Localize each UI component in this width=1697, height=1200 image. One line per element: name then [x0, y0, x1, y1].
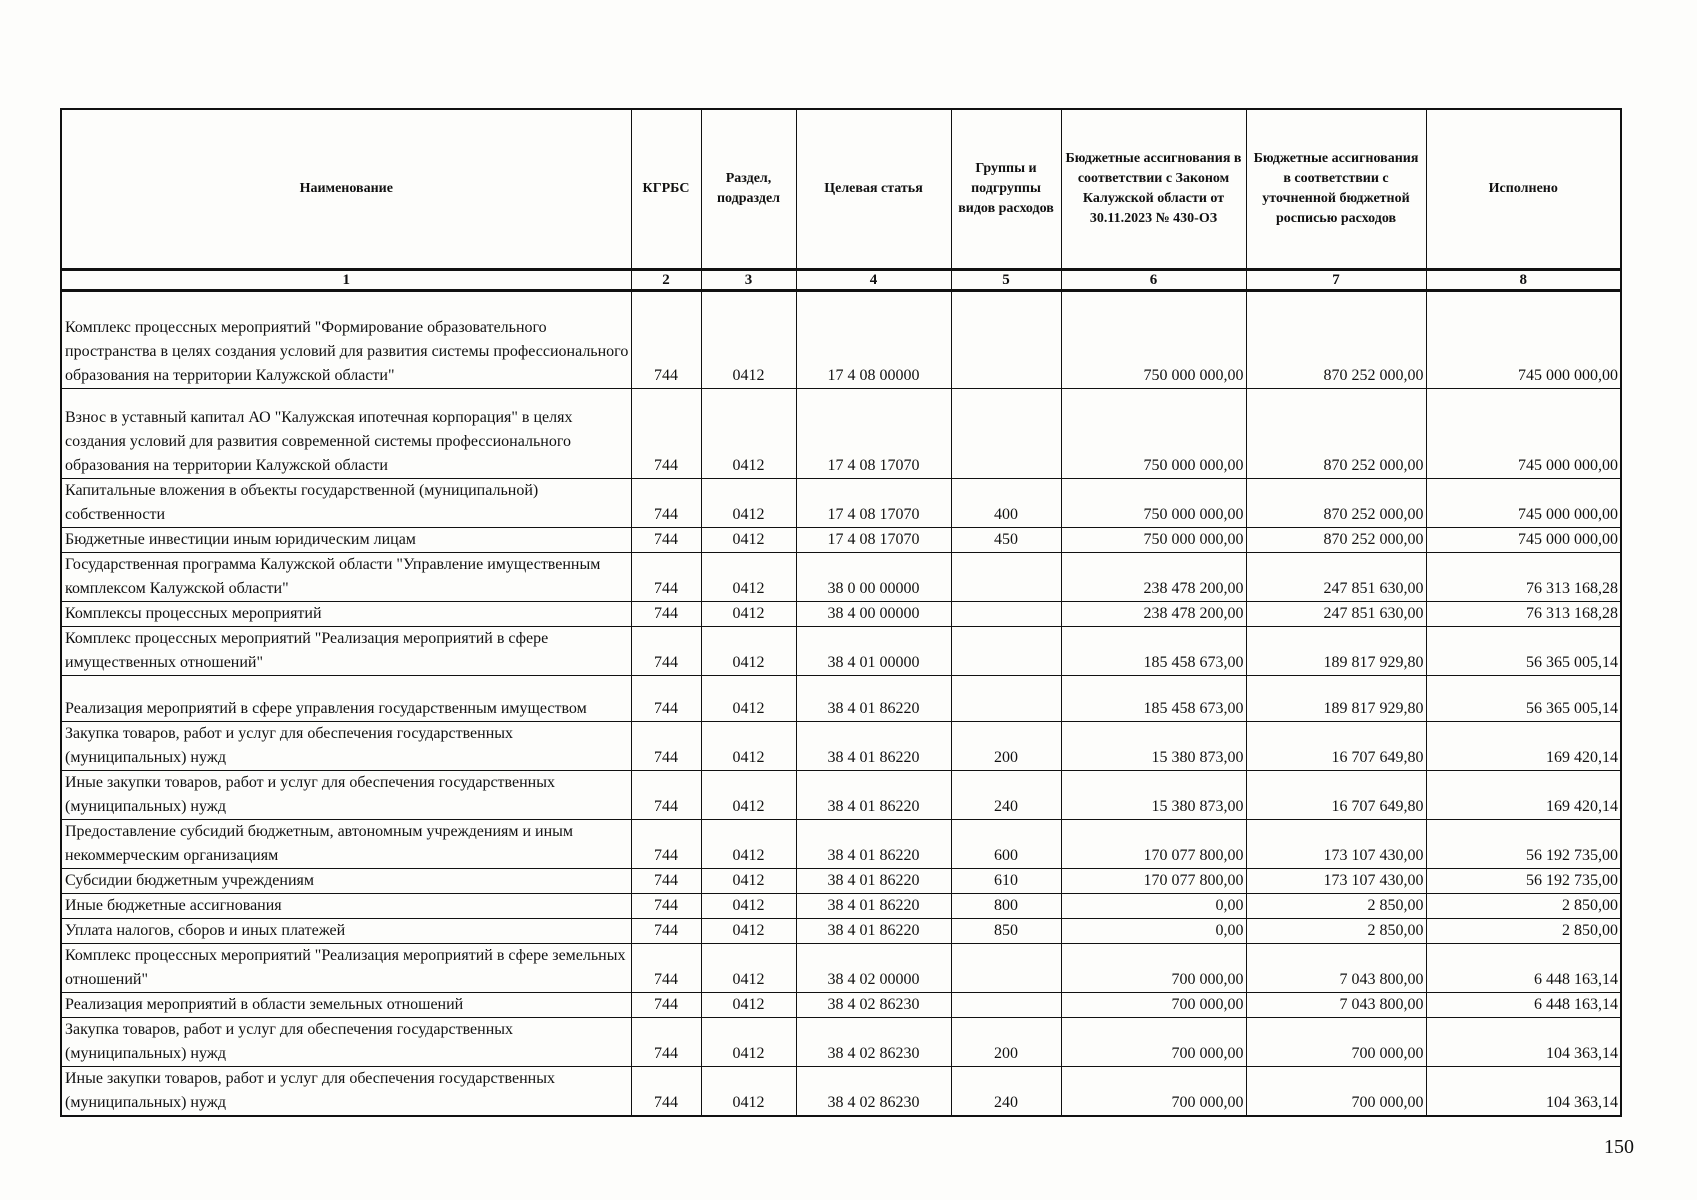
row-done-amount: 56 192 735,00 — [1426, 820, 1621, 869]
row-kgrbs: 744 — [631, 528, 701, 553]
row-kgrbs: 744 — [631, 919, 701, 944]
row-kgrbs: 744 — [631, 291, 701, 389]
row-statya: 38 4 01 86220 — [796, 869, 951, 894]
row-name: Реализация мероприятий в области земельных отношений — [61, 993, 631, 1018]
row-rospis-amount: 870 252 000,00 — [1246, 528, 1426, 553]
row-law-amount: 700 000,00 — [1061, 1018, 1246, 1067]
row-razdel: 0412 — [701, 389, 796, 479]
row-law-amount: 750 000 000,00 — [1061, 389, 1246, 479]
row-name: Иные закупки товаров, работ и услуг для обеспечения государственных (муниципальных) нужд — [61, 1067, 631, 1117]
col-header-done: Исполнено — [1426, 109, 1621, 270]
col-header-law: Бюджетные ассигнования в соответствии с Законом Калужской области от 30.11.2023 № 430-ОЗ — [1061, 109, 1246, 270]
row-name: Иные закупки товаров, работ и услуг для обеспечения государственных (муниципальных) нужд — [61, 771, 631, 820]
row-razdel: 0412 — [701, 820, 796, 869]
row-rospis-amount: 7 043 800,00 — [1246, 993, 1426, 1018]
row-statya: 38 4 02 86230 — [796, 1018, 951, 1067]
table-row — [61, 602, 1621, 627]
row-law-amount: 185 458 673,00 — [1061, 627, 1246, 676]
row-razdel: 0412 — [701, 602, 796, 627]
row-statya: 38 4 01 86220 — [796, 722, 951, 771]
row-vid — [951, 553, 1061, 602]
row-done-amount: 104 363,14 — [1426, 1018, 1621, 1067]
row-law-amount: 700 000,00 — [1061, 944, 1246, 993]
row-razdel: 0412 — [701, 771, 796, 820]
row-razdel: 0412 — [701, 993, 796, 1018]
row-law-amount: 15 380 873,00 — [1061, 771, 1246, 820]
row-statya: 38 4 02 86230 — [796, 1067, 951, 1117]
row-statya: 17 4 08 17070 — [796, 389, 951, 479]
row-law-amount: 185 458 673,00 — [1061, 676, 1246, 722]
table-body — [61, 291, 1621, 1117]
row-vid: 600 — [951, 820, 1061, 869]
column-numbers-row — [61, 270, 1621, 291]
row-razdel: 0412 — [701, 291, 796, 389]
col-number: 6 — [1061, 270, 1246, 291]
row-done-amount: 2 850,00 — [1426, 894, 1621, 919]
row-razdel: 0412 — [701, 722, 796, 771]
row-rospis-amount: 870 252 000,00 — [1246, 291, 1426, 389]
row-name: Капитальные вложения в объекты государственной (муниципальной) собственности — [61, 479, 631, 528]
row-vid — [951, 627, 1061, 676]
table-row — [61, 627, 1621, 676]
table-row — [61, 919, 1621, 944]
row-statya: 38 4 01 86220 — [796, 676, 951, 722]
row-rospis-amount: 700 000,00 — [1246, 1018, 1426, 1067]
row-kgrbs: 744 — [631, 389, 701, 479]
row-kgrbs: 744 — [631, 722, 701, 771]
row-done-amount: 76 313 168,28 — [1426, 553, 1621, 602]
row-law-amount: 0,00 — [1061, 919, 1246, 944]
table-row — [61, 771, 1621, 820]
row-rospis-amount: 2 850,00 — [1246, 894, 1426, 919]
table-row — [61, 820, 1621, 869]
row-razdel: 0412 — [701, 1067, 796, 1117]
row-rospis-amount: 870 252 000,00 — [1246, 389, 1426, 479]
table-row — [61, 479, 1621, 528]
col-number: 7 — [1246, 270, 1426, 291]
row-name: Реализация мероприятий в сфере управления государственным имуществом — [61, 676, 631, 722]
row-razdel: 0412 — [701, 944, 796, 993]
row-name: Комплекс процессных мероприятий "Формирование образовательного пространства в целях создания условий для развития системы профессионального образования на территории Калужской области" — [61, 291, 631, 389]
row-rospis-amount: 16 707 649,80 — [1246, 771, 1426, 820]
row-kgrbs: 744 — [631, 944, 701, 993]
row-rospis-amount: 870 252 000,00 — [1246, 479, 1426, 528]
col-number: 3 — [701, 270, 796, 291]
row-done-amount: 6 448 163,14 — [1426, 993, 1621, 1018]
row-kgrbs: 744 — [631, 894, 701, 919]
row-kgrbs: 744 — [631, 479, 701, 528]
row-vid: 450 — [951, 528, 1061, 553]
row-razdel: 0412 — [701, 676, 796, 722]
row-vid — [951, 676, 1061, 722]
row-kgrbs: 744 — [631, 553, 701, 602]
row-name: Иные бюджетные ассигнования — [61, 894, 631, 919]
row-kgrbs: 744 — [631, 627, 701, 676]
col-header-razdel: Раздел, подраздел — [701, 109, 796, 270]
row-razdel: 0412 — [701, 479, 796, 528]
row-vid — [951, 602, 1061, 627]
row-rospis-amount: 173 107 430,00 — [1246, 820, 1426, 869]
col-header-statya: Целевая статья — [796, 109, 951, 270]
page-number: 150 — [1604, 1136, 1634, 1158]
row-law-amount: 700 000,00 — [1061, 1067, 1246, 1117]
row-name: Бюджетные инвестиции иным юридическим лицам — [61, 528, 631, 553]
row-done-amount: 169 420,14 — [1426, 771, 1621, 820]
row-name: Закупка товаров, работ и услуг для обеспечения государственных (муниципальных) нужд — [61, 722, 631, 771]
row-statya: 38 4 01 86220 — [796, 771, 951, 820]
row-statya: 17 4 08 00000 — [796, 291, 951, 389]
table-row — [61, 1018, 1621, 1067]
row-razdel: 0412 — [701, 919, 796, 944]
col-number: 8 — [1426, 270, 1621, 291]
row-statya: 17 4 08 17070 — [796, 479, 951, 528]
row-done-amount: 2 850,00 — [1426, 919, 1621, 944]
col-header-vid: Группы и подгруппы видов расходов — [951, 109, 1061, 270]
table-row — [61, 869, 1621, 894]
row-name: Закупка товаров, работ и услуг для обеспечения государственных (муниципальных) нужд — [61, 1018, 631, 1067]
row-name: Предоставление субсидий бюджетным, автономным учреждениям и иным некоммерческим организациям — [61, 820, 631, 869]
table-row — [61, 676, 1621, 722]
row-vid: 200 — [951, 722, 1061, 771]
row-done-amount: 56 365 005,14 — [1426, 676, 1621, 722]
row-name: Уплата налогов, сборов и иных платежей — [61, 919, 631, 944]
row-law-amount: 238 478 200,00 — [1061, 553, 1246, 602]
row-statya: 38 4 00 00000 — [796, 602, 951, 627]
row-law-amount: 750 000 000,00 — [1061, 479, 1246, 528]
row-vid: 400 — [951, 479, 1061, 528]
row-done-amount: 56 192 735,00 — [1426, 869, 1621, 894]
row-law-amount: 170 077 800,00 — [1061, 820, 1246, 869]
table-row — [61, 1067, 1621, 1117]
row-rospis-amount: 700 000,00 — [1246, 1067, 1426, 1117]
row-done-amount: 745 000 000,00 — [1426, 389, 1621, 479]
row-done-amount: 745 000 000,00 — [1426, 479, 1621, 528]
table-row — [61, 389, 1621, 479]
row-name: Комплекс процессных мероприятий "Реализация мероприятий в сфере земельных отношений" — [61, 944, 631, 993]
row-vid: 240 — [951, 1067, 1061, 1117]
row-vid: 200 — [951, 1018, 1061, 1067]
row-statya: 38 4 02 86230 — [796, 993, 951, 1018]
row-name: Комплексы процессных мероприятий — [61, 602, 631, 627]
row-rospis-amount: 16 707 649,80 — [1246, 722, 1426, 771]
table-row — [61, 528, 1621, 553]
row-law-amount: 750 000 000,00 — [1061, 528, 1246, 553]
row-rospis-amount: 2 850,00 — [1246, 919, 1426, 944]
row-rospis-amount: 189 817 929,80 — [1246, 676, 1426, 722]
row-rospis-amount: 7 043 800,00 — [1246, 944, 1426, 993]
row-law-amount: 750 000 000,00 — [1061, 291, 1246, 389]
col-number: 4 — [796, 270, 951, 291]
row-kgrbs: 744 — [631, 1018, 701, 1067]
table-row — [61, 944, 1621, 993]
row-name: Государственная программа Калужской области "Управление имущественным комплексом Калужской области" — [61, 553, 631, 602]
budget-table — [60, 108, 1622, 1117]
col-header-kgrbs: КГРБС — [631, 109, 701, 270]
col-number: 2 — [631, 270, 701, 291]
row-name: Взнос в уставный капитал АО "Калужская ипотечная корпорация" в целях создания условий для развития современной системы профессионального образования на территории Калужской области — [61, 389, 631, 479]
table-row — [61, 291, 1621, 389]
row-razdel: 0412 — [701, 894, 796, 919]
table-row — [61, 722, 1621, 771]
row-vid — [951, 944, 1061, 993]
row-kgrbs: 744 — [631, 1067, 701, 1117]
col-number: 5 — [951, 270, 1061, 291]
row-vid — [951, 291, 1061, 389]
row-statya: 38 4 01 86220 — [796, 820, 951, 869]
row-statya: 17 4 08 17070 — [796, 528, 951, 553]
row-name: Комплекс процессных мероприятий "Реализация мероприятий в сфере имущественных отношений" — [61, 627, 631, 676]
row-done-amount: 76 313 168,28 — [1426, 602, 1621, 627]
row-rospis-amount: 247 851 630,00 — [1246, 602, 1426, 627]
col-number: 1 — [61, 270, 631, 291]
row-done-amount: 56 365 005,14 — [1426, 627, 1621, 676]
row-name: Субсидии бюджетным учреждениям — [61, 869, 631, 894]
row-done-amount: 745 000 000,00 — [1426, 528, 1621, 553]
col-header-rospis: Бюджетные ассигнования в соответствии с уточненной бюджетной росписью расходов — [1246, 109, 1426, 270]
row-kgrbs: 744 — [631, 993, 701, 1018]
row-razdel: 0412 — [701, 528, 796, 553]
col-header-name: Наименование — [61, 109, 631, 270]
row-law-amount: 700 000,00 — [1061, 993, 1246, 1018]
row-law-amount: 0,00 — [1061, 894, 1246, 919]
row-done-amount: 745 000 000,00 — [1426, 291, 1621, 389]
table-row — [61, 553, 1621, 602]
row-law-amount: 238 478 200,00 — [1061, 602, 1246, 627]
row-vid: 800 — [951, 894, 1061, 919]
table-row — [61, 894, 1621, 919]
row-kgrbs: 744 — [631, 676, 701, 722]
row-statya: 38 4 01 00000 — [796, 627, 951, 676]
row-law-amount: 170 077 800,00 — [1061, 869, 1246, 894]
row-razdel: 0412 — [701, 627, 796, 676]
row-razdel: 0412 — [701, 869, 796, 894]
row-vid — [951, 389, 1061, 479]
row-kgrbs: 744 — [631, 602, 701, 627]
row-done-amount: 169 420,14 — [1426, 722, 1621, 771]
row-kgrbs: 744 — [631, 771, 701, 820]
row-vid: 610 — [951, 869, 1061, 894]
row-statya: 38 0 00 00000 — [796, 553, 951, 602]
row-statya: 38 4 01 86220 — [796, 919, 951, 944]
row-statya: 38 4 02 00000 — [796, 944, 951, 993]
table-row — [61, 993, 1621, 1018]
row-vid: 240 — [951, 771, 1061, 820]
table-header-row — [61, 109, 1621, 270]
row-done-amount: 6 448 163,14 — [1426, 944, 1621, 993]
row-done-amount: 104 363,14 — [1426, 1067, 1621, 1117]
row-rospis-amount: 247 851 630,00 — [1246, 553, 1426, 602]
row-razdel: 0412 — [701, 1018, 796, 1067]
row-kgrbs: 744 — [631, 869, 701, 894]
row-kgrbs: 744 — [631, 820, 701, 869]
row-rospis-amount: 173 107 430,00 — [1246, 869, 1426, 894]
row-law-amount: 15 380 873,00 — [1061, 722, 1246, 771]
row-statya: 38 4 01 86220 — [796, 894, 951, 919]
row-razdel: 0412 — [701, 553, 796, 602]
row-rospis-amount: 189 817 929,80 — [1246, 627, 1426, 676]
row-vid — [951, 993, 1061, 1018]
row-vid: 850 — [951, 919, 1061, 944]
